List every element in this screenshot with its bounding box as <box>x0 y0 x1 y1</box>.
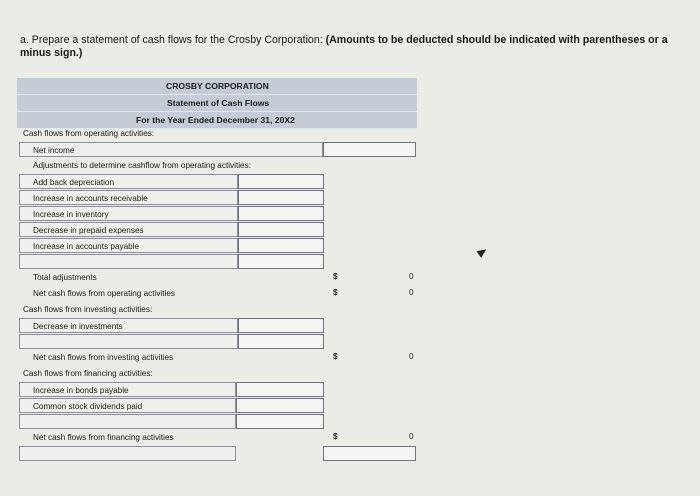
net-operating-value: 0 <box>409 288 414 297</box>
blank-label-1[interactable] <box>19 254 238 269</box>
investing-heading: Cash flows from investing activities: <box>23 305 153 314</box>
instructions-text: a. Prepare a statement of cash flows for the Crosby Corporation: <box>20 34 326 46</box>
depreciation-amount-input[interactable] <box>238 174 324 189</box>
row-adjustments-heading <box>17 158 417 174</box>
inc-bonds-label[interactable]: Increase in bonds payable <box>19 382 236 397</box>
net-investing-value: 0 <box>409 352 414 361</box>
row-depreciation <box>17 174 417 190</box>
row-dividends <box>17 398 417 414</box>
inc-receivable-label[interactable]: Increase in accounts receivable <box>19 190 238 205</box>
net-operating-label: Net cash flows from operating activities <box>33 289 175 298</box>
net-income-amount-input[interactable] <box>323 142 416 157</box>
row-dec-investments <box>17 318 417 334</box>
instructions <box>20 34 680 60</box>
row-inc-payable <box>17 238 417 254</box>
header-statement-row <box>17 95 417 112</box>
row-financing-heading <box>17 366 417 382</box>
adjustments-heading: Adjustments to determine cashflow from operating activities: <box>33 161 251 170</box>
net-financing-currency: $ <box>333 432 338 441</box>
total-adjustments-currency: $ <box>333 272 338 281</box>
statement-period: For the Year Ended December 31, 20X2 <box>136 115 295 125</box>
blank-amount-input-1[interactable] <box>238 254 324 269</box>
row-net-operating <box>17 286 417 302</box>
inc-inventory-label[interactable]: Increase in inventory <box>19 206 238 221</box>
net-investing-label: Net cash flows from investing activities <box>33 353 174 362</box>
header-company-row <box>17 78 417 95</box>
operating-heading: Cash flows from operating activities: <box>23 129 155 138</box>
inc-payable-amount-input[interactable] <box>238 238 324 253</box>
row-net-financing <box>17 430 417 446</box>
inc-receivable-amount-input[interactable] <box>238 190 324 205</box>
row-total-adjustments <box>17 270 417 286</box>
depreciation-label[interactable]: Add back depreciation <box>19 174 238 189</box>
statement-title: Statement of Cash Flows <box>167 98 270 108</box>
net-operating-currency: $ <box>333 288 338 297</box>
blank-amount-input-2[interactable] <box>238 334 324 349</box>
net-income-label[interactable]: Net income <box>19 142 323 157</box>
dec-investments-label[interactable]: Decrease in investments <box>19 318 238 333</box>
row-net-income <box>17 142 417 158</box>
row-blank-3 <box>17 414 417 430</box>
dec-prepaid-amount-input[interactable] <box>238 222 324 237</box>
dec-prepaid-label[interactable]: Decrease in prepaid expenses <box>19 222 238 237</box>
total-adjustments-label: Total adjustments <box>33 273 97 282</box>
dividends-amount-input[interactable] <box>236 398 324 413</box>
row-net-investing <box>17 350 417 366</box>
dividends-label[interactable]: Common stock dividends paid <box>19 398 236 413</box>
row-inc-receivable <box>17 190 417 206</box>
cash-flow-statement <box>17 78 417 466</box>
blank-amount-input-3[interactable] <box>236 414 324 429</box>
net-financing-value: 0 <box>409 432 414 441</box>
net-investing-currency: $ <box>333 352 338 361</box>
inc-inventory-amount-input[interactable] <box>238 206 324 221</box>
total-adjustments-value: 0 <box>409 272 414 281</box>
row-investing-heading <box>17 302 417 318</box>
mouse-pointer-icon <box>477 246 489 258</box>
company-name: CROSBY CORPORATION <box>166 81 269 91</box>
blank-amount-input-4[interactable] <box>323 446 416 461</box>
blank-label-3[interactable] <box>19 414 236 429</box>
financing-heading: Cash flows from financing activities: <box>23 369 153 378</box>
inc-bonds-amount-input[interactable] <box>236 382 324 397</box>
blank-label-4[interactable] <box>19 446 236 461</box>
row-blank-2 <box>17 334 417 350</box>
row-operating-heading <box>17 126 417 142</box>
row-blank-1 <box>17 254 417 270</box>
blank-label-2[interactable] <box>19 334 238 349</box>
row-dec-prepaid <box>17 222 417 238</box>
row-inc-inventory <box>17 206 417 222</box>
instructions-bold-note: (Amounts to be deducted should be indicated with parentheses or a minus sign.) <box>20 34 668 59</box>
net-financing-label: Net cash flows from financing activities <box>33 433 174 442</box>
dec-investments-amount-input[interactable] <box>238 318 324 333</box>
row-blank-4 <box>17 446 417 462</box>
inc-payable-label[interactable]: Increase in accounts payable <box>19 238 238 253</box>
row-inc-bonds <box>17 382 417 398</box>
